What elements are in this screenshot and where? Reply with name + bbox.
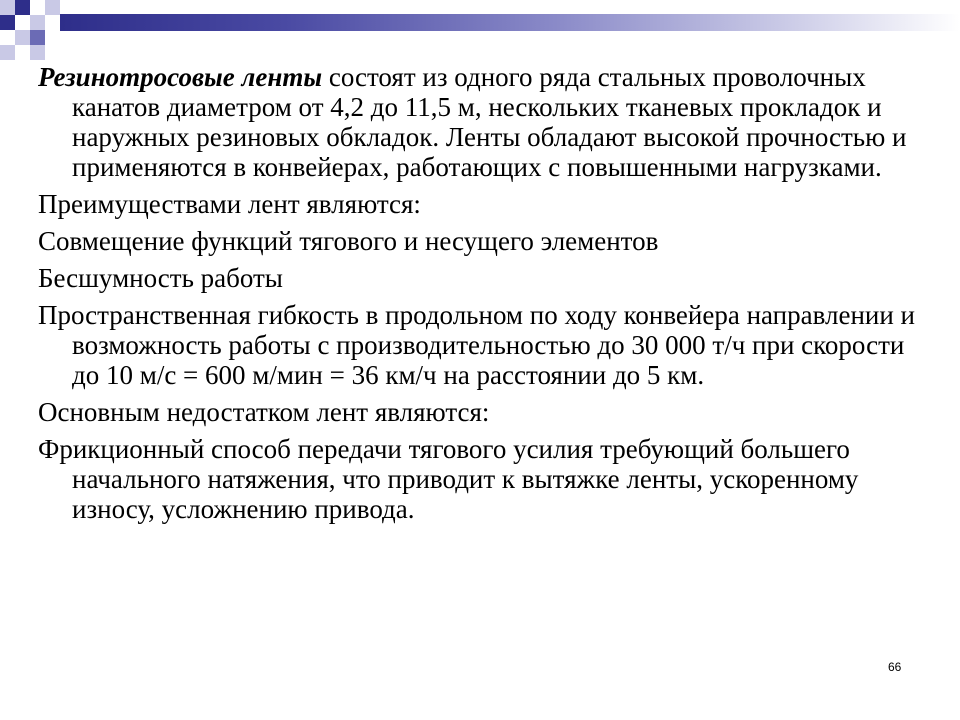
deco-square — [15, 0, 30, 15]
header-decoration — [0, 0, 960, 60]
deco-square — [0, 15, 15, 30]
deco-square — [30, 15, 45, 30]
deco-square — [45, 0, 60, 15]
paragraph-advantage-functions: Совмещение функций тягового и несущего элементов — [38, 226, 659, 256]
deco-square — [15, 30, 30, 45]
header-gradient-bar — [60, 14, 960, 31]
deco-square — [30, 45, 45, 60]
paragraph-advantage-flexibility: Пространственная гибкость в продольном по ходу конвейера направлении и возможность работы с производительностью до 30 000 т/ч при скорости до 10 м/с = 600 м/мин = 36 км/ч на расстоянии до 5 км. — [38, 300, 915, 390]
term-rubber-cable-belts: Резинотросовые ленты — [38, 62, 323, 92]
paragraph-text: состоят из одного ряда стальных проволочных канатов диаметром от 4,2 до 11,5 м, нескольких тканевых прокладок и наружных резиновых обкладок. Ленты обладают высокой прочностью и применяются в конвейерах, работающих с повышенными нагрузками. — [72, 62, 907, 182]
deco-square — [30, 30, 45, 45]
deco-square — [0, 45, 15, 60]
page-number: 66 — [888, 660, 902, 674]
paragraph-disadvantage-friction: Фрикционный способ передачи тягового усилия требующий большего начального натяжения, что приводит к вытяжке ленты, ускоренному износу, усложнению привода. — [38, 434, 859, 524]
paragraph-disadvantage-heading: Основным недостатком лент являются: — [38, 397, 490, 427]
paragraph-rubber-cable-belts — [38, 62, 918, 182]
slide-body — [38, 62, 918, 531]
paragraph-advantages-heading: Преимуществами лент являются: — [38, 189, 421, 219]
deco-square — [0, 0, 15, 15]
paragraph-advantage-noiseless: Бесшумность работы — [38, 263, 283, 293]
